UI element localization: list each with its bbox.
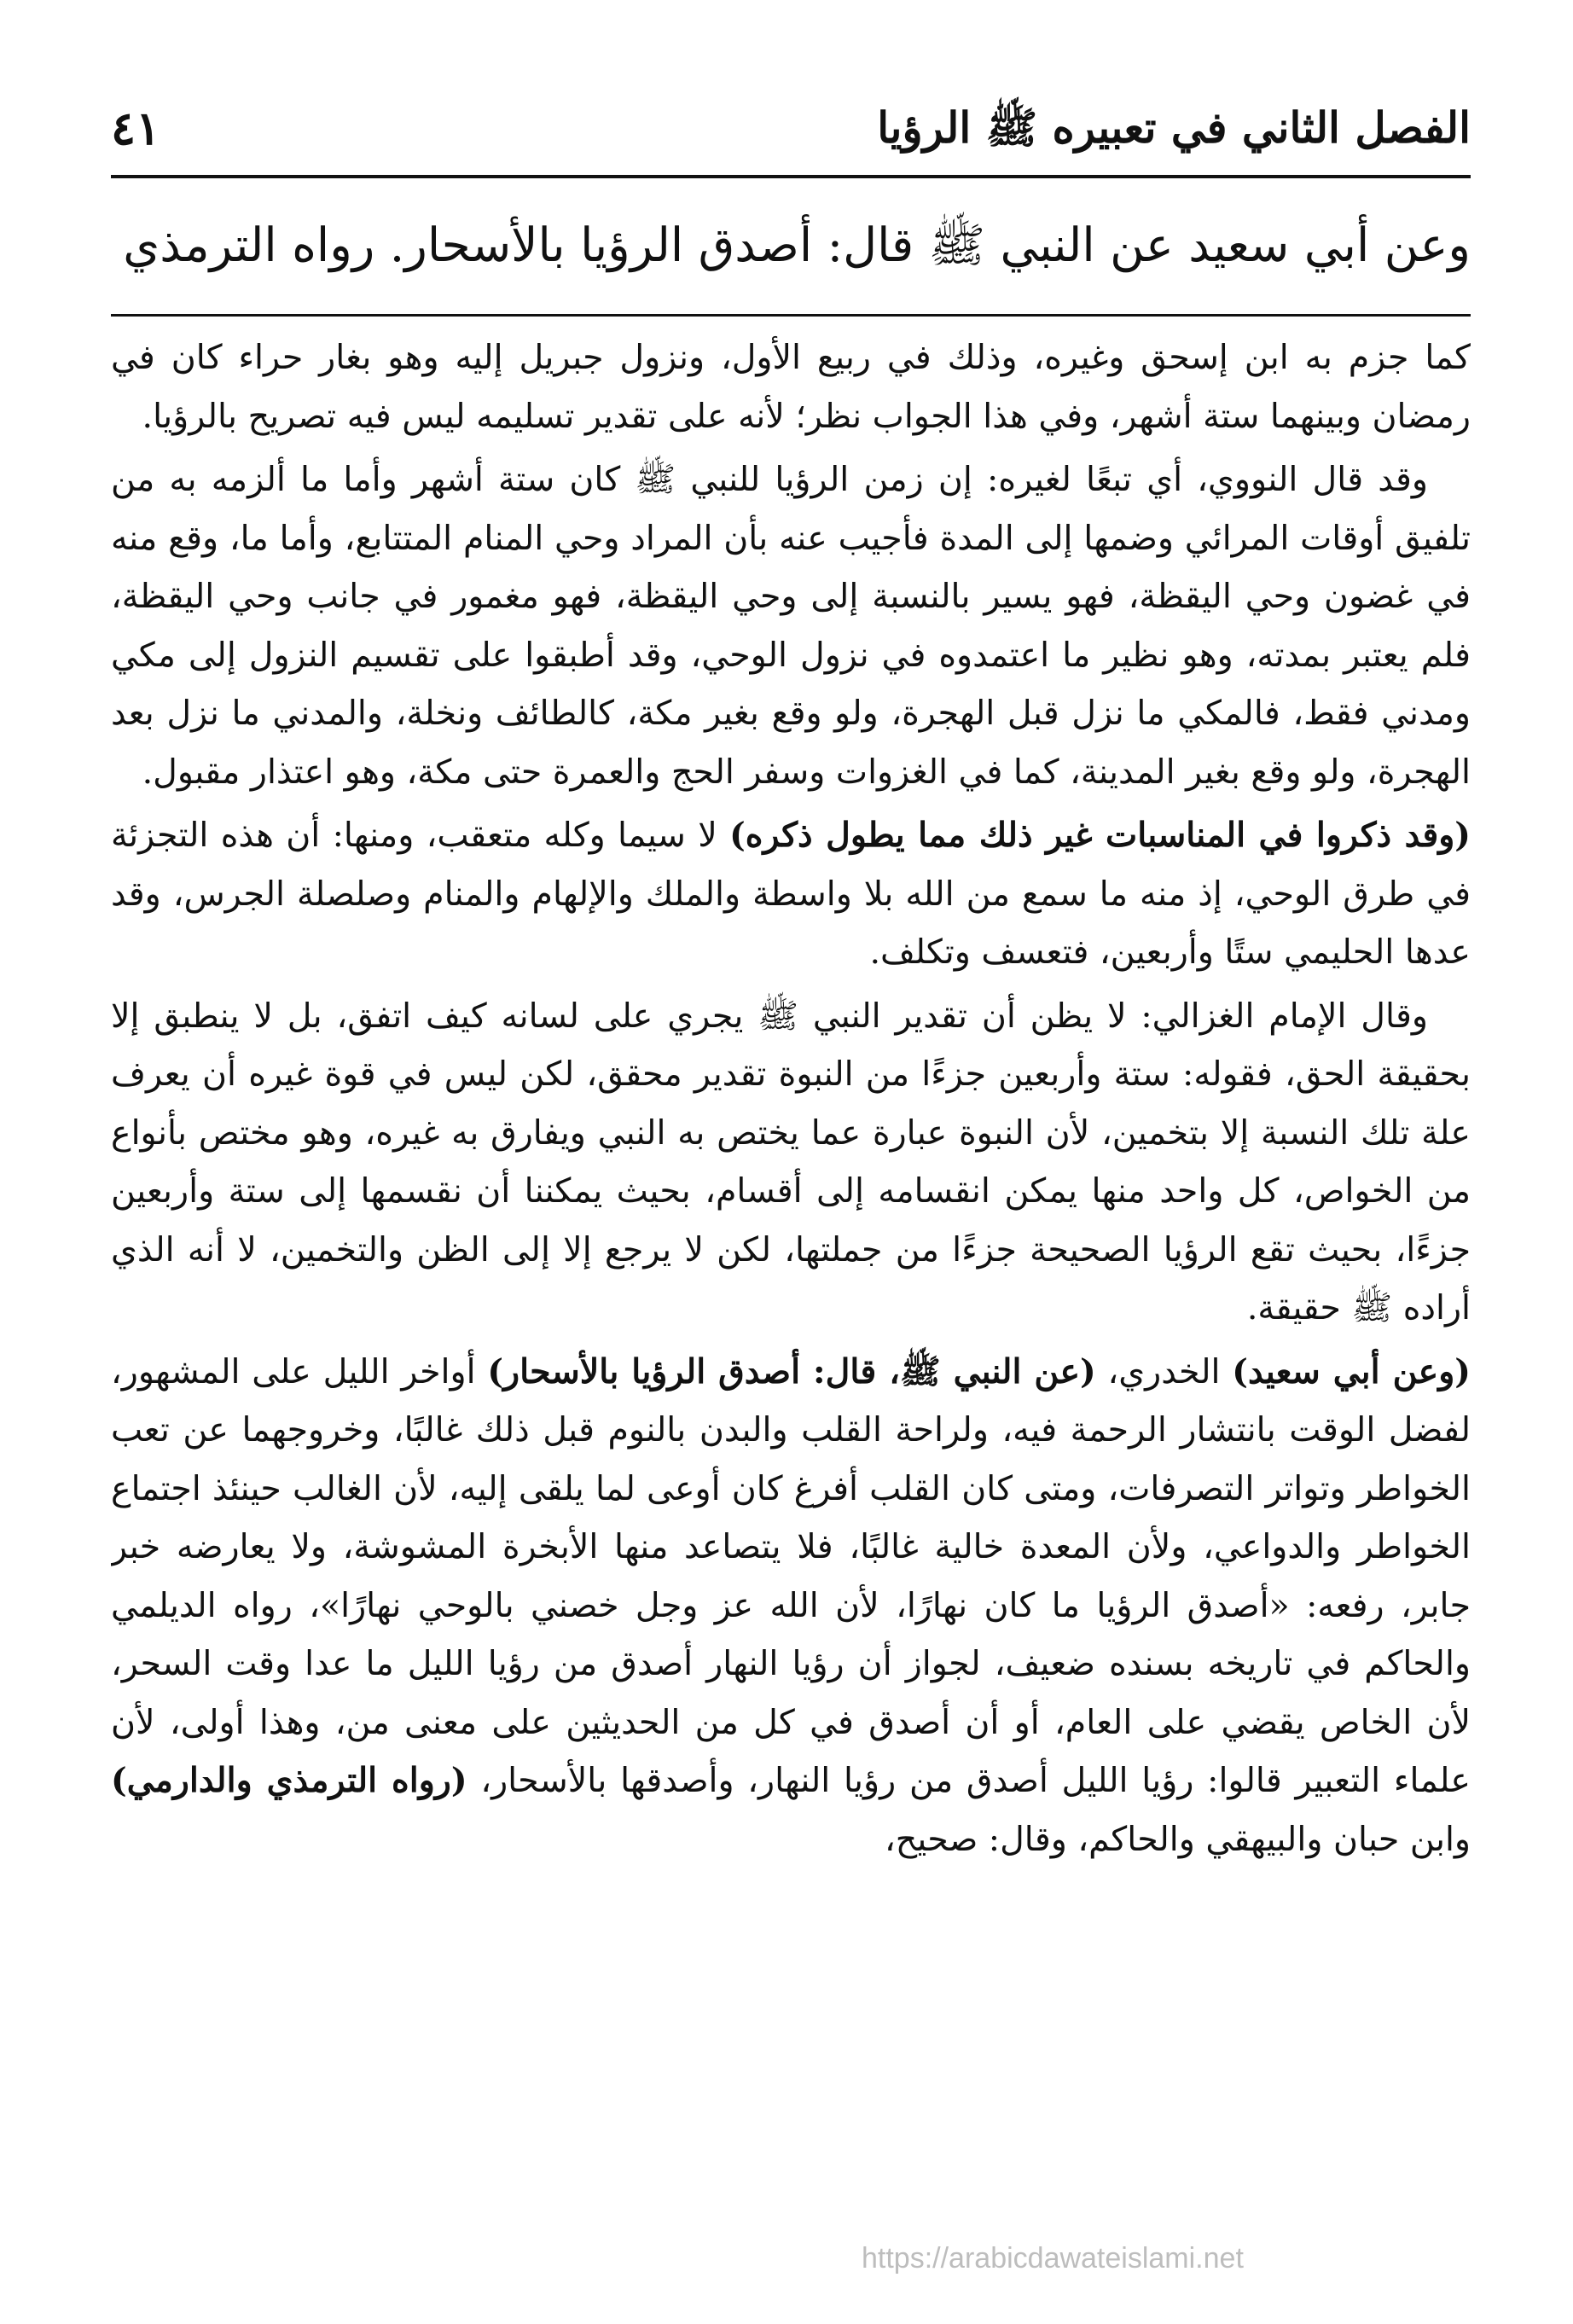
quoted-phrase: (وقد ذكروا في المناسبات غير ذلك مما يطول ذكره) (729, 816, 1471, 855)
hadith-text: وعن أبي سعيد عن النبي ﷺ قال: أصدق الرؤيا بالأسحار. رواه الترمذي (123, 218, 1471, 272)
page-number: ٤١ (111, 101, 161, 155)
quoted-phrase: (عن النبي ﷺ، قال: أصدق الرؤيا بالأسحار) (487, 1351, 1096, 1391)
quoted-phrase: (رواه الترمذي والدارمي) (111, 1761, 467, 1800)
commentary (111, 328, 1471, 2248)
running-header (111, 94, 1471, 162)
paragraph: وقال الإمام الغزالي: لا يظن أن تقدير النبي ﷺ يجري على لسانه كيف اتفق، بل لا ينطبق إلا بحقيقة الحق، فقوله: ستة وأربعين جزءًا من النبوة تقدير محقق، لكن ليس في قوة غيره أن يعرف علة تلك النسبة إلا بتخمين، لأن النبوة عبارة عما يختص به النبي ويفارق به غيره، وهو مختص بأنواع من الخواص، كل واحد منها يمكن انقسامه إلى أقسام، بحيث يمكننا أن نقسمها إلى ستة وأربعين جزءًا، بحيث تقع الرؤيا الصحيحة جزءًا من جملتها، لكن لا يرجع إلا إلى الظن والتخمين، لا أنه الذي أراده ﷺ حقيقة. (111, 996, 1471, 1328)
paragraph: كما جزم به ابن إسحق وغيره، وذلك في ربيع الأول، ونزول جبريل إليه وهو بغار حراء كان في رمضان وبينهما ستة أشهر، وفي هذا الجواب نظر؛ لأنه على تقدير تسليمه ليس فيه تصريح بالرؤيا. (111, 338, 1471, 436)
quoted-phrase: (وعن أبي سعيد) (1232, 1351, 1471, 1391)
paragraph-text: لا سيما وكله متعقب، ومنها: أن هذه التجزئة في طرق الوحي، إذ منه ما سمع من الله بلا واسطة والملك والإلهام والمنام وصلصلة الجرس، وقد عدها الحليمي ستًا وأربعين، فتعسف وتكلف. (111, 816, 1471, 972)
watermark-url: https://arabicdawateislami.net (862, 2242, 1244, 2275)
chapter-title: الفصل الثاني في تعبيره ﷺ الرؤيا (877, 102, 1471, 153)
matn-divider (111, 314, 1471, 317)
paragraph: وقد قال النووي، أي تبعًا لغيره: إن زمن الرؤيا للنبي ﷺ كان ستة أشهر وأما ما ألزمه به من تلفيق أوقات المرائي وضمها إلى المدة فأجيب عنه بأن المراد وحي المنام المتتابع، وأما ما، وقع منه في غضون وحي اليقظة، فهو يسير بالنسبة إلى وحي اليقظة، فهو مغمور في جانب وحي اليقظة، فلم يعتبر بمدته، وهو نظير ما اعتمدوه في نزول الوحي، وقد أطبقوا على تقسيم النزول إلى مكي ومدني فقط، فالمكي ما نزل قبل الهجرة، ولو وقع بغير مكة، كالطائف ونخلة، والمدني ما نزل بعد الهجرة، ولو وقع بغير المدينة، كما في الغزوات وسفر الحج والعمرة حتى مكة، وهو اعتذار مقبول. (111, 460, 1471, 792)
paragraph-text: الخدري، (1095, 1351, 1233, 1391)
paragraph (111, 1343, 1471, 1869)
paragraph-text: أواخر الليل على المشهور، لفضل الوقت بانتشار الرحمة فيه، ولراحة القلب والبدن بالنوم قبل ذلك غالبًا، وخروجهما عن تعب الخواطر وتواتر التصرفات، ومتى كان القلب أفرغ كان أوعى لما يلقى إليه، لأن الغالب حينئذ اجتماع الخواطر والدواعي، ولأن المعدة خالية غالبًا، فلا يتصاعد منها الأبخرة المشوشة، ولا يعارضه خبر جابر، رفعه: «أصدق الرؤيا ما كان نهارًا، لأن الله عز وجل خصني بالوحي نهارًا»، رواه الديلمي والحاكم في تاريخه بسنده ضعيف، لجواز أن رؤيا النهار أصدق من رؤيا الليل ما عدا وقت السحر، لأن الخاص يقضي على العام، أو أن أصدق في كل من الحديثين على معنى من، وهذا أولى، لأن علماء التعبير قالوا: رؤيا الليل أصدق من رؤيا النهار، وأصدقها بالأسحار، (111, 1351, 1471, 1800)
paragraph (111, 806, 1471, 982)
paragraph-text: وابن حبان والبيهقي والحاكم، وقال: صحيح، (885, 1819, 1471, 1859)
header-divider (111, 175, 1471, 178)
